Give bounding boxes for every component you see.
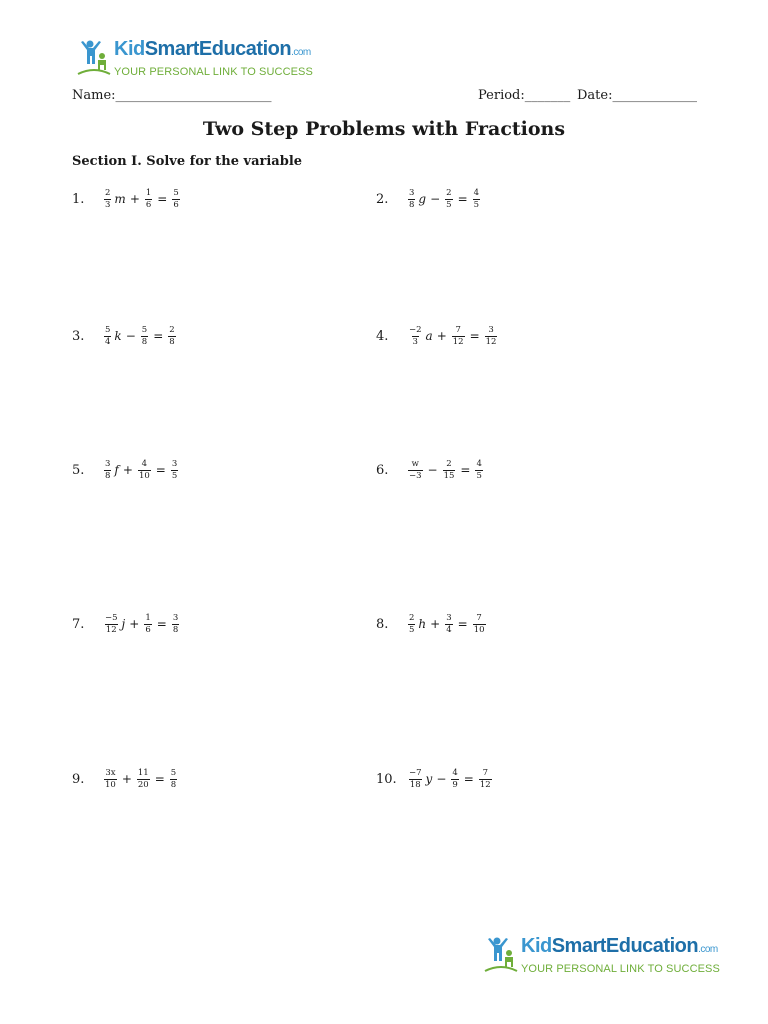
coefficient-fraction <box>408 188 415 210</box>
result-fraction-numerator: 5 <box>173 188 179 198</box>
equals-sign: = <box>154 772 165 786</box>
problem-number: 3. <box>72 328 85 344</box>
problem-9 <box>72 768 179 790</box>
coefficient-fraction-numerator: 2 <box>105 188 111 198</box>
result-fraction <box>170 768 177 790</box>
equation <box>102 325 178 347</box>
result-fraction-numerator: 2 <box>169 325 175 335</box>
constant-fraction-numerator: 5 <box>141 325 148 335</box>
equation <box>406 613 488 635</box>
operator: − <box>430 192 441 206</box>
result-fraction <box>479 768 492 790</box>
result-fraction-numerator: 4 <box>473 188 480 198</box>
result-fraction-numerator: 3 <box>171 459 178 469</box>
coefficient-fraction-denominator: 12 <box>105 625 117 635</box>
variable: y <box>425 772 433 786</box>
constant-fraction-numerator: 4 <box>452 768 458 778</box>
operator: + <box>430 617 441 631</box>
coefficient-fraction <box>104 459 111 481</box>
equation <box>406 188 482 210</box>
result-fraction-numerator: 7 <box>476 613 482 623</box>
result-fraction-denominator: 5 <box>473 200 480 210</box>
constant-fraction-denominator: 12 <box>452 337 464 347</box>
result-fraction-denominator: 8 <box>172 625 179 635</box>
coefficient-fraction-numerator: −7 <box>409 768 422 778</box>
operator: − <box>427 463 438 477</box>
constant-fraction-numerator: 1 <box>145 613 151 623</box>
coefficient-fraction-numerator: −5 <box>105 613 118 623</box>
constant-fraction-denominator: 20 <box>137 780 149 790</box>
problem-4 <box>376 325 499 347</box>
variable: m <box>114 192 126 206</box>
equation <box>102 188 182 210</box>
variable: k <box>114 329 122 343</box>
constant-fraction <box>452 325 465 347</box>
operator: − <box>125 329 136 343</box>
kids-figure-icon <box>76 38 112 80</box>
variable: f <box>114 463 119 477</box>
result-fraction <box>473 613 486 635</box>
equation <box>102 613 181 635</box>
result-fraction-denominator: 5 <box>171 471 178 481</box>
coefficient-fraction <box>408 613 415 635</box>
result-fraction <box>172 613 179 635</box>
problem-number: 9. <box>72 771 85 787</box>
period-field[interactable]: Period:_______ <box>478 88 571 103</box>
logo-brand-kid: Kid <box>114 38 145 60</box>
coefficient-fraction <box>104 613 119 635</box>
name-field[interactable]: Name:________________________ <box>72 88 272 103</box>
constant-fraction <box>138 459 151 481</box>
date-field[interactable]: Date:_____________ <box>577 88 697 103</box>
coefficient-fraction-denominator: 5 <box>409 625 415 635</box>
problem-number: 6. <box>376 462 389 478</box>
coefficient-fraction-denominator: 10 <box>105 780 116 790</box>
equation <box>102 768 179 790</box>
coefficient-fraction-denominator: 3 <box>105 200 111 210</box>
problem-number: 1. <box>72 191 85 207</box>
equals-sign: = <box>457 192 468 206</box>
result-fraction-denominator: 12 <box>485 337 497 347</box>
kids-figure-icon <box>483 935 519 977</box>
constant-fraction-denominator: 8 <box>141 337 148 347</box>
problem-number: 2. <box>376 191 389 207</box>
problem-5 <box>72 459 180 481</box>
operator: + <box>129 192 140 206</box>
coefficient-fraction <box>104 325 111 347</box>
constant-fraction <box>445 613 452 635</box>
constant-fraction <box>451 768 458 790</box>
constant-fraction-numerator: 11 <box>137 768 149 778</box>
coefficient-fraction-denominator: 3 <box>412 337 418 347</box>
equals-sign: = <box>156 617 167 631</box>
coefficient-fraction-numerator: 5 <box>105 325 111 335</box>
constant-fraction-denominator: 4 <box>446 625 452 635</box>
problem-number: 7. <box>72 616 85 632</box>
result-fraction-denominator: 10 <box>473 625 485 635</box>
problem-number: 5. <box>72 462 85 478</box>
logo-brand-kid: Kid <box>521 935 552 957</box>
constant-fraction-numerator: 2 <box>446 188 452 198</box>
problem-number: 8. <box>376 616 389 632</box>
coefficient-fraction-numerator: 3 <box>409 188 415 198</box>
result-fraction-denominator: 12 <box>479 780 491 790</box>
logo-brand <box>521 935 720 961</box>
result-fraction <box>473 188 480 210</box>
constant-fraction-denominator: 9 <box>452 780 458 790</box>
equals-sign: = <box>469 329 480 343</box>
constant-fraction <box>443 459 456 481</box>
constant-fraction-numerator: 2 <box>446 459 452 469</box>
constant-fraction <box>141 325 148 347</box>
constant-fraction <box>137 768 150 790</box>
result-fraction-denominator: 5 <box>476 471 482 481</box>
coefficient-fraction-numerator: 3 <box>105 459 111 469</box>
result-fraction-numerator: 3 <box>488 325 494 335</box>
operator: + <box>122 463 133 477</box>
equation <box>102 459 180 481</box>
coefficient-fraction-numerator: 2 <box>409 613 415 623</box>
coefficient-fraction <box>408 768 423 790</box>
coefficient-fraction-denominator: 4 <box>105 337 111 347</box>
constant-fraction-numerator: 3 <box>446 613 452 623</box>
logo-top <box>76 38 313 80</box>
variable: h <box>418 617 427 631</box>
logo-brand-smart: SmartEducation <box>551 935 699 957</box>
result-fraction <box>475 459 482 481</box>
constant-fraction <box>145 188 152 210</box>
result-fraction <box>172 188 179 210</box>
logo-brand-smart: SmartEducation <box>144 38 292 60</box>
coefficient-fraction <box>104 768 117 790</box>
operator: + <box>129 617 140 631</box>
result-fraction <box>485 325 498 347</box>
result-fraction-numerator: 7 <box>482 768 488 778</box>
worksheet-title: Two Step Problems with Fractions <box>202 118 566 140</box>
problem-7 <box>72 613 181 635</box>
coefficient-fraction-numerator: 3x <box>105 768 116 778</box>
section-heading: Section I. Solve for the variable <box>72 154 303 169</box>
problem-8 <box>376 613 488 635</box>
equation <box>406 768 494 790</box>
equals-sign: = <box>457 617 468 631</box>
result-fraction <box>168 325 175 347</box>
constant-fraction-denominator: 6 <box>145 200 152 210</box>
constant-fraction-denominator: 10 <box>138 471 150 481</box>
logo-brand-com: .com <box>698 944 718 955</box>
result-fraction <box>171 459 178 481</box>
problem-10 <box>376 768 494 790</box>
result-fraction-denominator: 8 <box>170 780 177 790</box>
problem-1 <box>72 188 182 210</box>
result-fraction-numerator: 3 <box>172 613 179 623</box>
logo-tagline: YOUR PERSONAL LINK TO SUCCESS <box>521 963 720 975</box>
result-fraction-denominator: 8 <box>169 337 175 347</box>
coefficient-fraction <box>408 459 423 481</box>
equals-sign: = <box>460 463 471 477</box>
constant-fraction <box>144 613 151 635</box>
logo-brand-com: .com <box>291 47 311 58</box>
constant-fraction-denominator: 6 <box>145 625 151 635</box>
equation <box>406 325 499 347</box>
problem-number: 10. <box>376 771 397 787</box>
coefficient-fraction <box>408 325 423 347</box>
equals-sign: = <box>157 192 168 206</box>
result-fraction-numerator: 4 <box>476 459 482 469</box>
constant-fraction-numerator: 7 <box>455 325 461 335</box>
equals-sign: = <box>463 772 474 786</box>
logo-bottom <box>483 935 720 977</box>
problem-6 <box>376 459 485 481</box>
constant-fraction-numerator: 4 <box>141 459 148 469</box>
logo-tagline: YOUR PERSONAL LINK TO SUCCESS <box>114 66 313 78</box>
constant-fraction-denominator: 5 <box>446 200 452 210</box>
logo-brand <box>114 38 313 64</box>
coefficient-fraction-numerator: w <box>411 459 419 469</box>
coefficient-fraction-denominator: −3 <box>409 471 422 481</box>
constant-fraction-numerator: 1 <box>145 188 152 198</box>
result-fraction-numerator: 5 <box>170 768 177 778</box>
problem-2 <box>376 188 482 210</box>
coefficient-fraction-denominator: 8 <box>105 471 111 481</box>
variable: g <box>418 192 427 206</box>
problem-number: 4. <box>376 328 389 344</box>
variable: j <box>121 617 126 631</box>
coefficient-fraction-denominator: 18 <box>409 780 421 790</box>
operator: + <box>121 772 132 786</box>
constant-fraction-denominator: 15 <box>443 471 455 481</box>
equals-sign: = <box>155 463 166 477</box>
coefficient-fraction-denominator: 8 <box>409 200 415 210</box>
equation <box>406 459 485 481</box>
coefficient-fraction-numerator: −2 <box>409 325 422 335</box>
operator: − <box>436 772 447 786</box>
operator: + <box>436 329 447 343</box>
constant-fraction <box>445 188 452 210</box>
equals-sign: = <box>153 329 164 343</box>
problem-3 <box>72 325 178 347</box>
result-fraction-denominator: 6 <box>173 200 179 210</box>
coefficient-fraction <box>104 188 111 210</box>
variable: a <box>425 329 433 343</box>
